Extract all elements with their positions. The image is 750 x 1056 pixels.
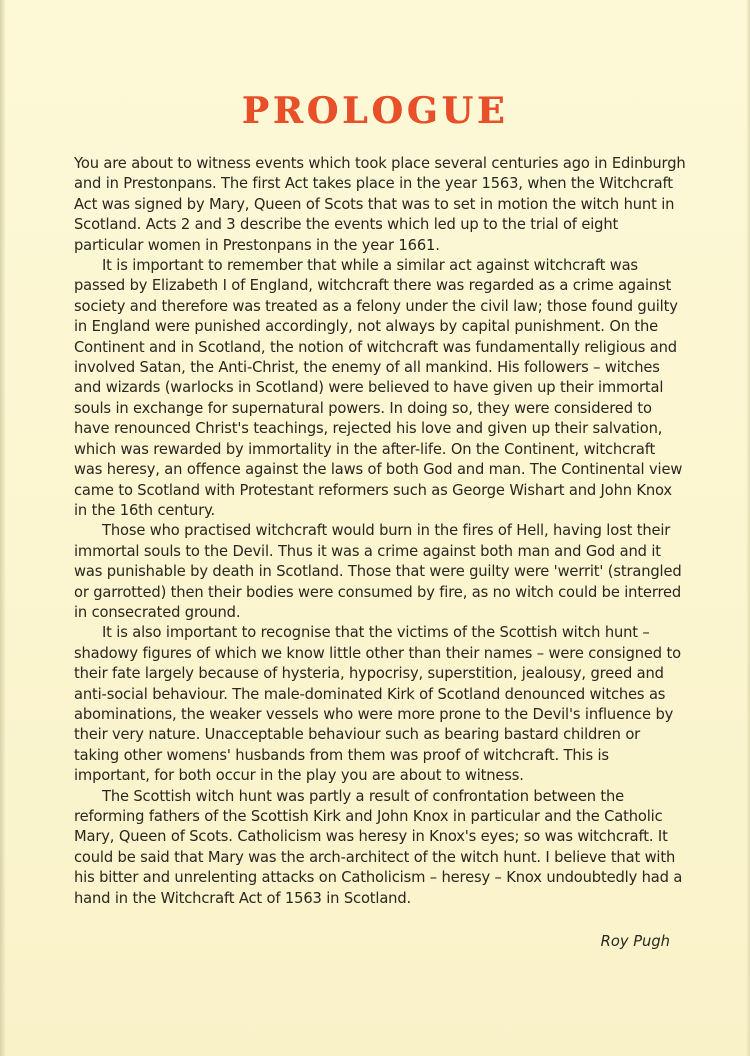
paragraph-3: Those who practised witchcraft would burn in the fires of Hell, having lost their immortal souls to the Devil. Thus it was a crime against both man and God and it was punishable by death in Scotland. Those that were guilty were 'werrit' (strangled or garrotted) then their bodies were consumed by fire, as no witch could be interred in consecrated ground. bbox=[74, 522, 682, 621]
page-left-edge-shadow bbox=[0, 0, 6, 1056]
page-right-edge-shadow bbox=[746, 0, 750, 1056]
page-title: PROLOGUE bbox=[241, 90, 509, 132]
paragraph-2: It is important to remember that while a similar act against witchcraft was passed by Elizabeth I of England, witchcraft there was regarded as a crime against society and therefore was treated as a felony under the civil law; those found guilty in England were punished accordingly, not always by capital punishment. On the Continent and in Scotland, the notion of witchcraft was fundamentally religious and involved Satan, the Anti-Christ, the enemy of all mankind. His followers – witches and wizards (warlocks in Scotland) were believed to have given up their immortal souls in exchange for supernatural powers. In doing so, they were considered to have renounced Christ's teachings, rejected his love and given up their salvation, which was rewarded by immortality in the after-life. On the Continent, witchcraft was heresy, an offence against the laws of both God and man. The Continental view came to Scotland with Protestant reformers such as George Wishart and John Knox in the 16th century. bbox=[74, 257, 683, 519]
paragraph-1: You are about to witness events which took place several centuries ago in Edinburgh and in Prestonpans. The first Act takes place in the year 1563, when the Witchcraft Act was signed by Mary, Queen of Scots that was to set in motion the witch hunt in Scotland. Acts 2 and 3 describe the events which led up to the trial of eight particular women in Prestonpans in the year 1661. bbox=[74, 155, 686, 254]
paragraph-5: The Scottish witch hunt was partly a result of confrontation between the reforming fathers of the Scottish Kirk and John Knox in particular and the Catholic Mary, Queen of Scots. Catholicism was heresy in Knox's eyes; so was witchcraft. It could be said that Mary was the arch-architect of the witch hunt. I believe that with his bitter and unrelenting attacks on Catholicism – heresy – Knox undoubtedly had a hand in the Witchcraft Act of 1563 in Scotland. bbox=[74, 787, 683, 907]
prologue-body bbox=[74, 154, 686, 909]
paragraph-4: It is also important to recognise that the victims of the Scottish witch hunt – shadowy figures of which we know little other than their names – were consigned to their fate largely because of hysteria, hypocrisy, superstition, jealousy, greed and anti-social behaviour. The male-dominated Kirk of Scotland denounced witches as abominations, the weaker vessels who were more prone to the Devil's influence by their very nature. Unacceptable behaviour such as bearing bastard children or taking other womens' husbands from them was proof of witchcraft. This is important, for both occur in the play you are about to witness. bbox=[74, 624, 681, 785]
author-signature: Roy Pugh bbox=[600, 933, 670, 950]
